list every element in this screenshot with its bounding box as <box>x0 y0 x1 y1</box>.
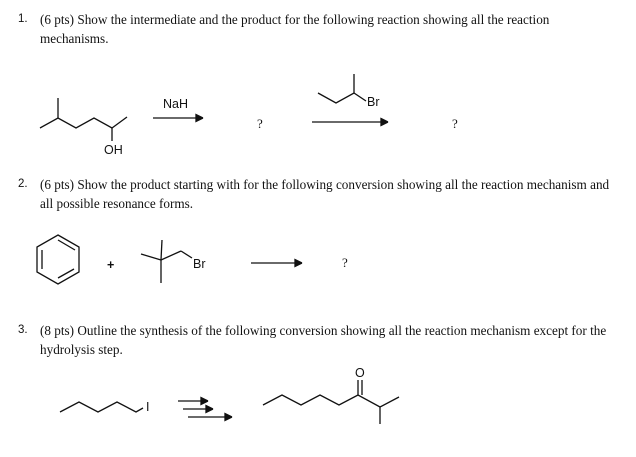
q1-intermediate-unknown: ? <box>257 116 263 131</box>
q1-br-label: Br <box>367 95 380 109</box>
q2-plus-sign: + <box>107 258 115 272</box>
q3-o-label: O <box>355 366 365 380</box>
question-1-text: (6 pts) Show the intermediate and the product for the following reaction showing all the reaction mechanisms. <box>40 12 550 46</box>
q3-i-label: I <box>146 400 150 414</box>
question-3-text: (8 pts) Outline the synthesis of the following conversion showing all the reaction mechanism except for the hydrolysis step. <box>40 323 607 357</box>
q1-product-unknown: ? <box>452 116 458 131</box>
q2-product-unknown: ? <box>342 255 348 270</box>
q1-reagent-nah: NaH <box>163 97 189 111</box>
question-3-number: 3. <box>18 324 28 336</box>
question-2-number: 2. <box>18 178 28 190</box>
q1-oh-label: OH <box>104 143 123 157</box>
question-2-text: (6 pts) Show the product starting with for the following conversion showing all the reaction mechanism and all possible resonance forms. <box>40 177 610 211</box>
q2-br-label: Br <box>193 257 206 271</box>
question-1-number: 1. <box>18 13 28 25</box>
